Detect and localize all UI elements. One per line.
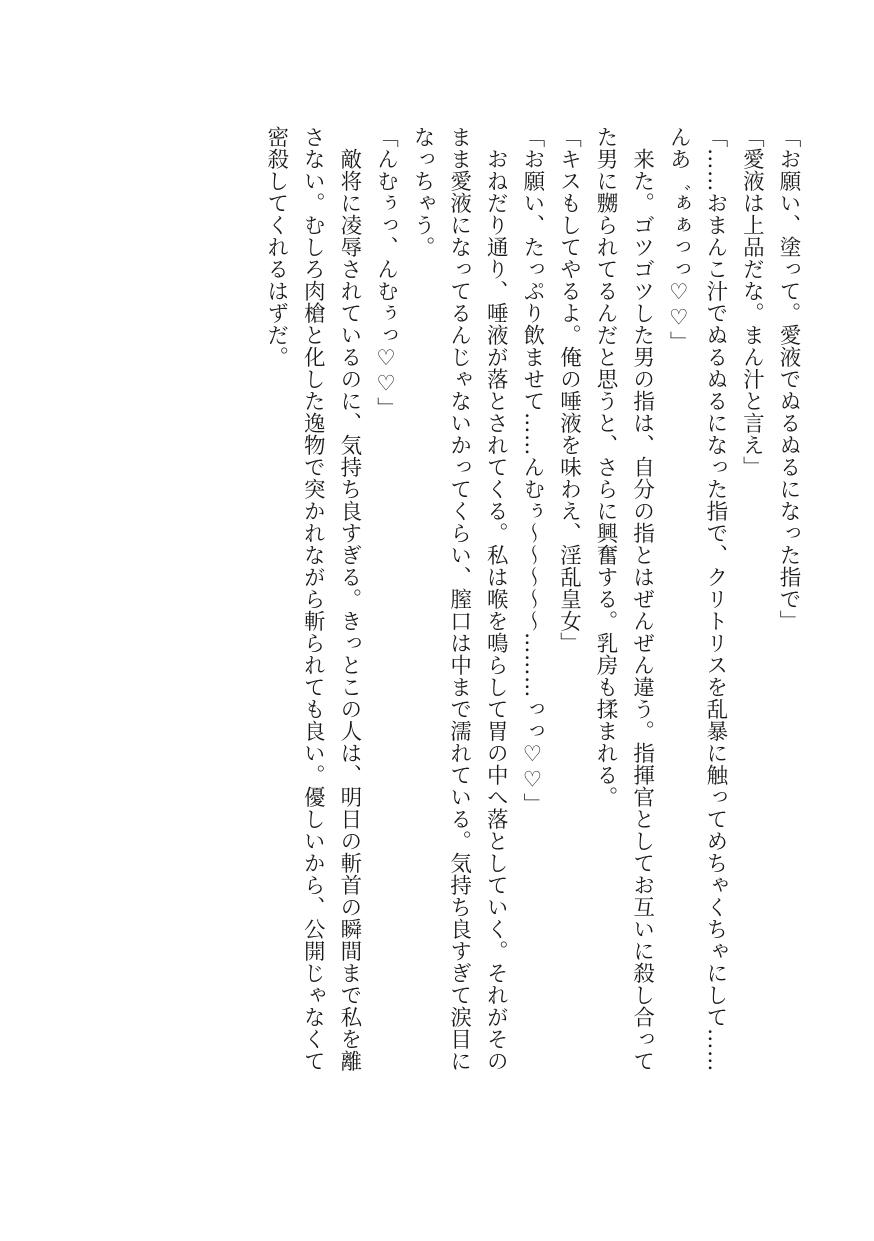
vertical-text-body xyxy=(257,126,806,1116)
text-line: まま愛液になってるんじゃないかってくらい、膣口は中まで濡れている。気持ち良すぎて涙目に xyxy=(446,126,472,1072)
text-line: んあ゛ぁぁっっ♡♡」 xyxy=(666,126,692,353)
text-line: さない。むしろ肉槍と化した逸物で突かれながら斬られても良い。優しいから、公開じゃなくて xyxy=(300,126,326,1072)
text-line: 「……おまんこ汁でぬるぬるになった指で、クリトリスを乱暴に触ってめちゃくちゃにして…… xyxy=(702,126,728,1072)
text-line: 密殺してくれるはずだ。 xyxy=(263,126,289,368)
text-line: 来た。ゴツゴツした男の指は、自分の指とはぜんぜん違う。指揮官としてお互いに殺し合って xyxy=(629,126,655,1072)
text-line: 「キスもしてやるよ。俺の唾液を味わえ、淫乱皇女」 xyxy=(556,126,582,654)
text-line: おねだり通り、唾液が落とされてくる。私は喉を鳴らして胃の中へ落としていく。それがその xyxy=(483,126,509,1072)
text-line: なっちゃう。 xyxy=(410,126,436,258)
text-line: 「んむぅっ、んむぅっ♡♡」 xyxy=(373,126,399,419)
text-line: 「愛液は上品だな。まん汁と言え」 xyxy=(739,126,765,478)
text-line: 「お願い、たっぷり飲ませて……んむぅ～～～～～………っっ♡♡」 xyxy=(519,126,545,815)
text-line: 敵将に凌辱されているのに、気持ち良すぎる。きっとこの人は、明日の斬首の瞬間まで私を離 xyxy=(336,126,362,1072)
text-line: 「お願い、塗って。愛液でぬるぬるになった指で」 xyxy=(776,126,801,632)
text-line: た男に嬲られてるんだと思うと、さらに興奮する。乳房も揉まれる。 xyxy=(593,126,619,808)
